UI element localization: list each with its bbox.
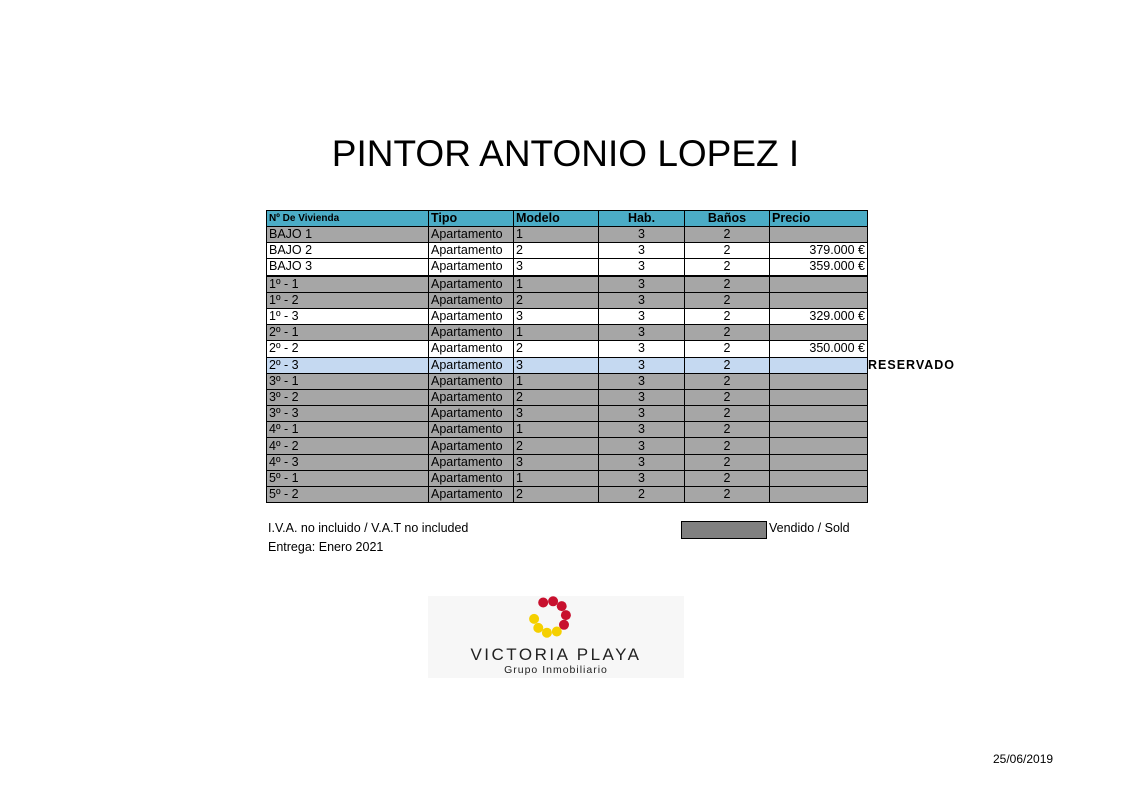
- cell-hab: 3: [599, 422, 685, 438]
- table-row: [267, 308, 868, 324]
- cell-tipo: Apartamento: [429, 292, 514, 308]
- cell-vivienda: 5º - 2: [267, 487, 429, 503]
- cell-banos: 2: [685, 243, 770, 259]
- cell-vivienda: BAJO 2: [267, 243, 429, 259]
- reserved-label: RESERVADO: [868, 358, 956, 372]
- table-row: [267, 243, 868, 259]
- cell-modelo: 2: [514, 438, 599, 454]
- cell-vivienda: 4º - 1: [267, 422, 429, 438]
- cell-hab: 3: [599, 308, 685, 324]
- sold-legend-label: Vendido / Sold: [769, 521, 850, 535]
- table-row: [267, 259, 868, 276]
- cell-tipo: Apartamento: [429, 259, 514, 276]
- cell-hab: 3: [599, 243, 685, 259]
- delivery-note: Entrega: Enero 2021: [268, 540, 384, 554]
- cell-tipo: Apartamento: [429, 243, 514, 259]
- cell-precio: 379.000 €: [770, 243, 868, 259]
- cell-banos: 2: [685, 227, 770, 243]
- cell-modelo: 1: [514, 373, 599, 389]
- cell-precio: [770, 373, 868, 389]
- page-title: PINTOR ANTONIO LOPEZ I: [331, 133, 800, 174]
- cell-hab: 2: [599, 487, 685, 503]
- table-row: [267, 487, 868, 503]
- cell-modelo: 3: [514, 259, 599, 276]
- cell-modelo: 1: [514, 227, 599, 243]
- cell-precio: 329.000 €: [770, 308, 868, 324]
- cell-banos: 2: [685, 373, 770, 389]
- header-modelo: Modelo: [514, 211, 599, 227]
- cell-tipo: Apartamento: [429, 308, 514, 324]
- table-row: [267, 422, 868, 438]
- cell-modelo: 3: [514, 454, 599, 470]
- cell-precio: [770, 422, 868, 438]
- cell-modelo: 2: [514, 487, 599, 503]
- table-row: [267, 341, 868, 357]
- cell-precio: [770, 357, 868, 373]
- logo-name: VICTORIA PLAYA: [470, 645, 642, 664]
- cell-precio: [770, 470, 868, 486]
- cell-modelo: 2: [514, 292, 599, 308]
- cell-vivienda: 1º - 2: [267, 292, 429, 308]
- header-banos: Baños: [685, 211, 770, 227]
- cell-modelo: 3: [514, 308, 599, 324]
- cell-hab: 3: [599, 389, 685, 405]
- table-row: [267, 276, 868, 293]
- cell-precio: [770, 406, 868, 422]
- units-table-body: [267, 227, 868, 503]
- cell-hab: 3: [599, 470, 685, 486]
- cell-modelo: 1: [514, 470, 599, 486]
- table-row: [267, 454, 868, 470]
- header-vivienda: Nº De Vivienda: [267, 211, 429, 227]
- cell-banos: 2: [685, 438, 770, 454]
- cell-precio: [770, 325, 868, 341]
- cell-banos: 2: [685, 341, 770, 357]
- cell-tipo: Apartamento: [429, 357, 514, 373]
- cell-hab: 3: [599, 438, 685, 454]
- cell-precio: [770, 292, 868, 308]
- cell-vivienda: 2º - 1: [267, 325, 429, 341]
- cell-vivienda: 2º - 3: [267, 357, 429, 373]
- sold-legend-swatch: [681, 521, 767, 539]
- table-row: [267, 389, 868, 405]
- cell-hab: 3: [599, 454, 685, 470]
- table-row: [267, 292, 868, 308]
- cell-vivienda: 3º - 1: [267, 373, 429, 389]
- document-date: 25/06/2019: [993, 752, 1054, 766]
- units-table: [266, 210, 868, 503]
- cell-tipo: Apartamento: [429, 454, 514, 470]
- table-row: [267, 227, 868, 243]
- cell-hab: 3: [599, 259, 685, 276]
- cell-tipo: Apartamento: [429, 487, 514, 503]
- cell-banos: 2: [685, 308, 770, 324]
- cell-modelo: 2: [514, 389, 599, 405]
- cell-banos: 2: [685, 422, 770, 438]
- cell-precio: [770, 454, 868, 470]
- cell-tipo: Apartamento: [429, 470, 514, 486]
- cell-hab: 3: [599, 276, 685, 293]
- cell-hab: 3: [599, 341, 685, 357]
- header-hab: Hab.: [599, 211, 685, 227]
- cell-tipo: Apartamento: [429, 389, 514, 405]
- cell-banos: 2: [685, 325, 770, 341]
- company-logo: [428, 596, 684, 678]
- cell-modelo: 1: [514, 276, 599, 293]
- cell-precio: [770, 487, 868, 503]
- cell-banos: 2: [685, 470, 770, 486]
- cell-vivienda: 2º - 2: [267, 341, 429, 357]
- cell-banos: 2: [685, 454, 770, 470]
- dot-circle-icon: [428, 596, 684, 646]
- logo-subtitle: Grupo Inmobiliario: [504, 664, 608, 676]
- table-row: [267, 373, 868, 389]
- cell-vivienda: 4º - 2: [267, 438, 429, 454]
- table-row: [267, 357, 868, 373]
- cell-modelo: 3: [514, 357, 599, 373]
- cell-precio: [770, 389, 868, 405]
- cell-tipo: Apartamento: [429, 406, 514, 422]
- cell-vivienda: 3º - 2: [267, 389, 429, 405]
- cell-precio: 350.000 €: [770, 341, 868, 357]
- cell-banos: 2: [685, 357, 770, 373]
- cell-banos: 2: [685, 389, 770, 405]
- cell-vivienda: 4º - 3: [267, 454, 429, 470]
- cell-precio: 359.000 €: [770, 259, 868, 276]
- cell-modelo: 1: [514, 422, 599, 438]
- table-row: [267, 438, 868, 454]
- cell-modelo: 1: [514, 325, 599, 341]
- cell-modelo: 2: [514, 243, 599, 259]
- cell-tipo: Apartamento: [429, 373, 514, 389]
- cell-modelo: 3: [514, 406, 599, 422]
- cell-hab: 3: [599, 357, 685, 373]
- cell-hab: 3: [599, 227, 685, 243]
- cell-tipo: Apartamento: [429, 227, 514, 243]
- cell-vivienda: 1º - 3: [267, 308, 429, 324]
- cell-tipo: Apartamento: [429, 341, 514, 357]
- cell-banos: 2: [685, 276, 770, 293]
- table-row: [267, 406, 868, 422]
- cell-hab: 3: [599, 325, 685, 341]
- cell-vivienda: 1º - 1: [267, 276, 429, 293]
- vat-note: I.V.A. no incluido / V.A.T no included: [268, 521, 469, 535]
- table-row: [267, 325, 868, 341]
- cell-vivienda: 3º - 3: [267, 406, 429, 422]
- cell-precio: [770, 227, 868, 243]
- header-tipo: Tipo: [429, 211, 514, 227]
- cell-tipo: Apartamento: [429, 276, 514, 293]
- cell-hab: 3: [599, 373, 685, 389]
- cell-precio: [770, 276, 868, 293]
- cell-vivienda: BAJO 3: [267, 259, 429, 276]
- cell-vivienda: 5º - 1: [267, 470, 429, 486]
- header-precio: Precio: [770, 211, 868, 227]
- cell-banos: 2: [685, 292, 770, 308]
- cell-banos: 2: [685, 259, 770, 276]
- cell-vivienda: BAJO 1: [267, 227, 429, 243]
- cell-tipo: Apartamento: [429, 422, 514, 438]
- table-row: [267, 470, 868, 486]
- cell-tipo: Apartamento: [429, 325, 514, 341]
- cell-hab: 3: [599, 292, 685, 308]
- cell-precio: [770, 438, 868, 454]
- cell-banos: 2: [685, 487, 770, 503]
- cell-hab: 3: [599, 406, 685, 422]
- cell-tipo: Apartamento: [429, 438, 514, 454]
- cell-banos: 2: [685, 406, 770, 422]
- cell-modelo: 2: [514, 341, 599, 357]
- table-header-row: [267, 211, 868, 227]
